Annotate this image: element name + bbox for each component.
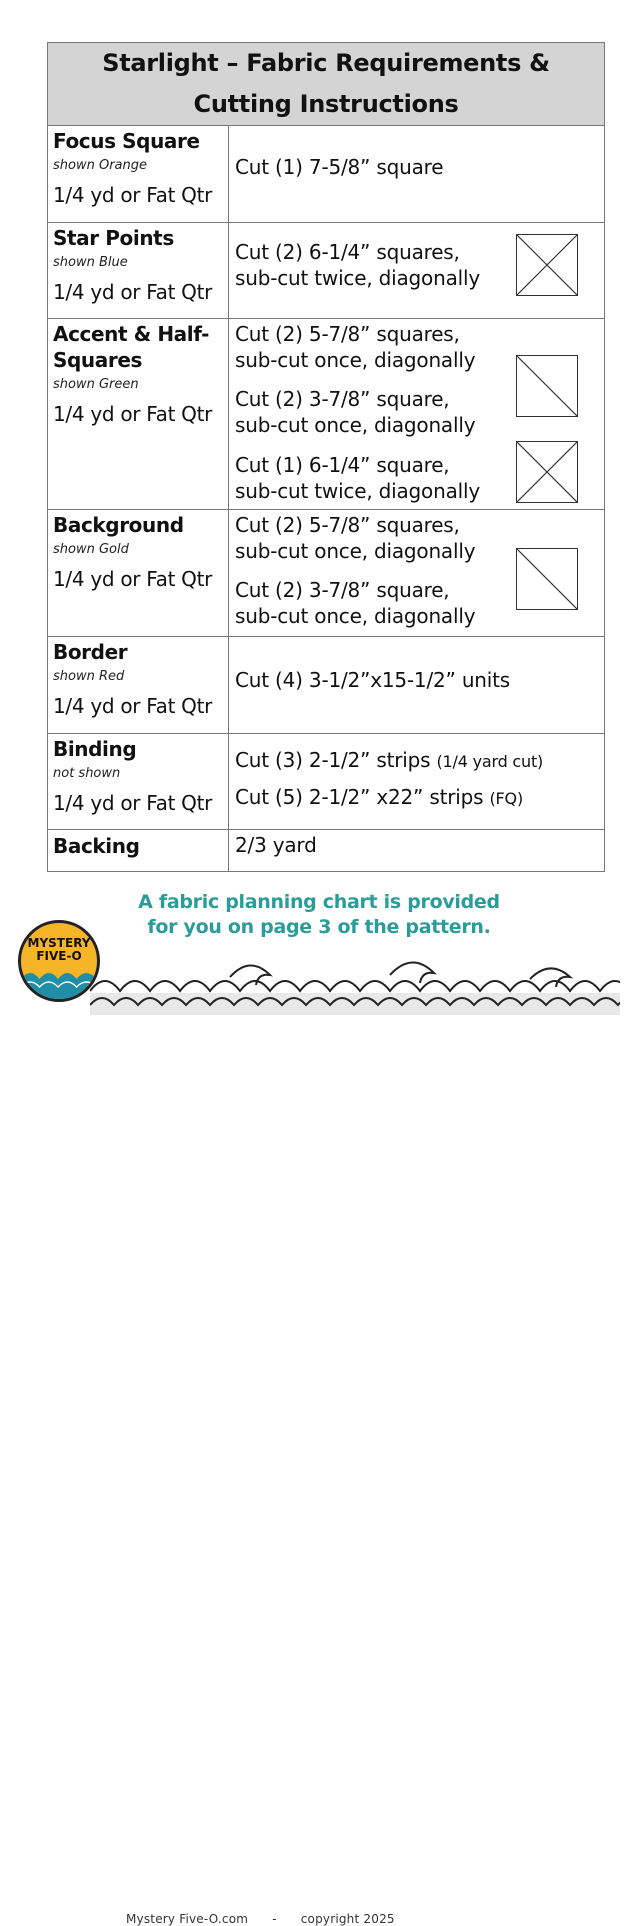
fabric-color: shown Blue xyxy=(53,255,128,270)
fabric-name: Binding xyxy=(53,737,137,761)
cut-instruction: Cut (3) 2-1/2” strips (1/4 yard cut) xyxy=(235,748,544,772)
table-row xyxy=(48,510,604,637)
square-cut-twice-diagonally-icon xyxy=(516,234,578,296)
fabric-name: Backing xyxy=(53,834,140,858)
table-title: Starlight – Fabric Requirements & Cutting Instructions xyxy=(48,43,604,126)
fabric-name: Accent & Half- Squares xyxy=(53,322,210,372)
fabric-name: Star Points xyxy=(53,226,174,250)
fabric-cell xyxy=(48,126,229,222)
fabric-amount: 1/4 yd or Fat Qtr xyxy=(53,694,213,718)
cut-instruction: 2/3 yard xyxy=(235,833,317,857)
square-cut-once-diagonally-icon xyxy=(516,355,578,417)
fabric-cell xyxy=(48,510,229,636)
table-row xyxy=(48,319,604,510)
planning-chart-note: A fabric planning chart is provided for you on page 3 of the pattern. xyxy=(138,891,500,938)
cutting-cell xyxy=(229,126,604,222)
square-cut-once-diagonally-icon xyxy=(516,548,578,610)
copyright-line: Mystery Five-O.com - copyright 2025 xyxy=(108,1912,413,1926)
fabric-amount: 1/4 yd or Fat Qtr xyxy=(53,402,213,426)
fabric-color: not shown xyxy=(53,766,121,781)
fabric-requirements-table xyxy=(47,42,605,872)
fabric-cell xyxy=(48,734,229,829)
fabric-name: Border xyxy=(53,640,128,664)
fabric-color: shown Orange xyxy=(53,158,148,173)
cutting-cell xyxy=(229,510,604,636)
ocean-waves-icon xyxy=(90,955,620,1015)
fabric-color: shown Red xyxy=(53,669,125,684)
fabric-color: shown Gold xyxy=(53,542,129,557)
cut-instruction: Cut (5) 2-1/2” x22” strips (FQ) xyxy=(235,785,523,809)
cut-instruction: Cut (2) 5-7/8” squares, sub-cut once, diagonally xyxy=(235,513,476,563)
table-row xyxy=(48,223,604,319)
table-row xyxy=(48,637,604,734)
cutting-cell xyxy=(229,223,604,318)
fabric-name: Background xyxy=(53,513,184,537)
cut-instruction: Cut (1) 6-1/4” square, sub-cut twice, diagonally xyxy=(235,453,480,503)
cut-instruction: Cut (1) 7-5/8” square xyxy=(235,155,444,179)
wave-icon xyxy=(21,965,97,999)
table-row xyxy=(48,734,604,830)
cut-instruction: Cut (2) 6-1/4” squares, sub-cut twice, diagonally xyxy=(235,240,480,290)
table-row xyxy=(48,126,604,223)
fabric-color: shown Green xyxy=(53,377,139,392)
fabric-cell xyxy=(48,223,229,318)
cutting-cell xyxy=(229,734,604,829)
mystery-five-o-logo: MYSTERY FIVE-O xyxy=(18,920,100,1002)
cut-instruction: Cut (2) 3-7/8” square, sub-cut once, diagonally xyxy=(235,387,476,437)
cut-instruction: Cut (2) 3-7/8” square, sub-cut once, diagonally xyxy=(235,578,476,628)
fabric-amount: 1/4 yd or Fat Qtr xyxy=(53,791,213,815)
fabric-amount: 1/4 yd or Fat Qtr xyxy=(53,280,213,304)
table-row xyxy=(48,830,604,871)
fabric-amount: 1/4 yd or Fat Qtr xyxy=(53,567,213,591)
fabric-amount: 1/4 yd or Fat Qtr xyxy=(53,183,213,207)
fabric-cell xyxy=(48,637,229,733)
fabric-cell xyxy=(48,319,229,509)
fabric-name: Focus Square xyxy=(53,129,200,153)
fabric-cell xyxy=(48,830,229,871)
cut-instruction: Cut (2) 5-7/8” squares, sub-cut once, diagonally xyxy=(235,322,476,372)
cutting-cell xyxy=(229,830,604,871)
cutting-cell xyxy=(229,319,604,509)
square-cut-twice-diagonally-icon xyxy=(516,441,578,503)
cutting-cell xyxy=(229,637,604,733)
cut-instruction: Cut (4) 3-1/2”x15-1/2” units xyxy=(235,668,510,692)
